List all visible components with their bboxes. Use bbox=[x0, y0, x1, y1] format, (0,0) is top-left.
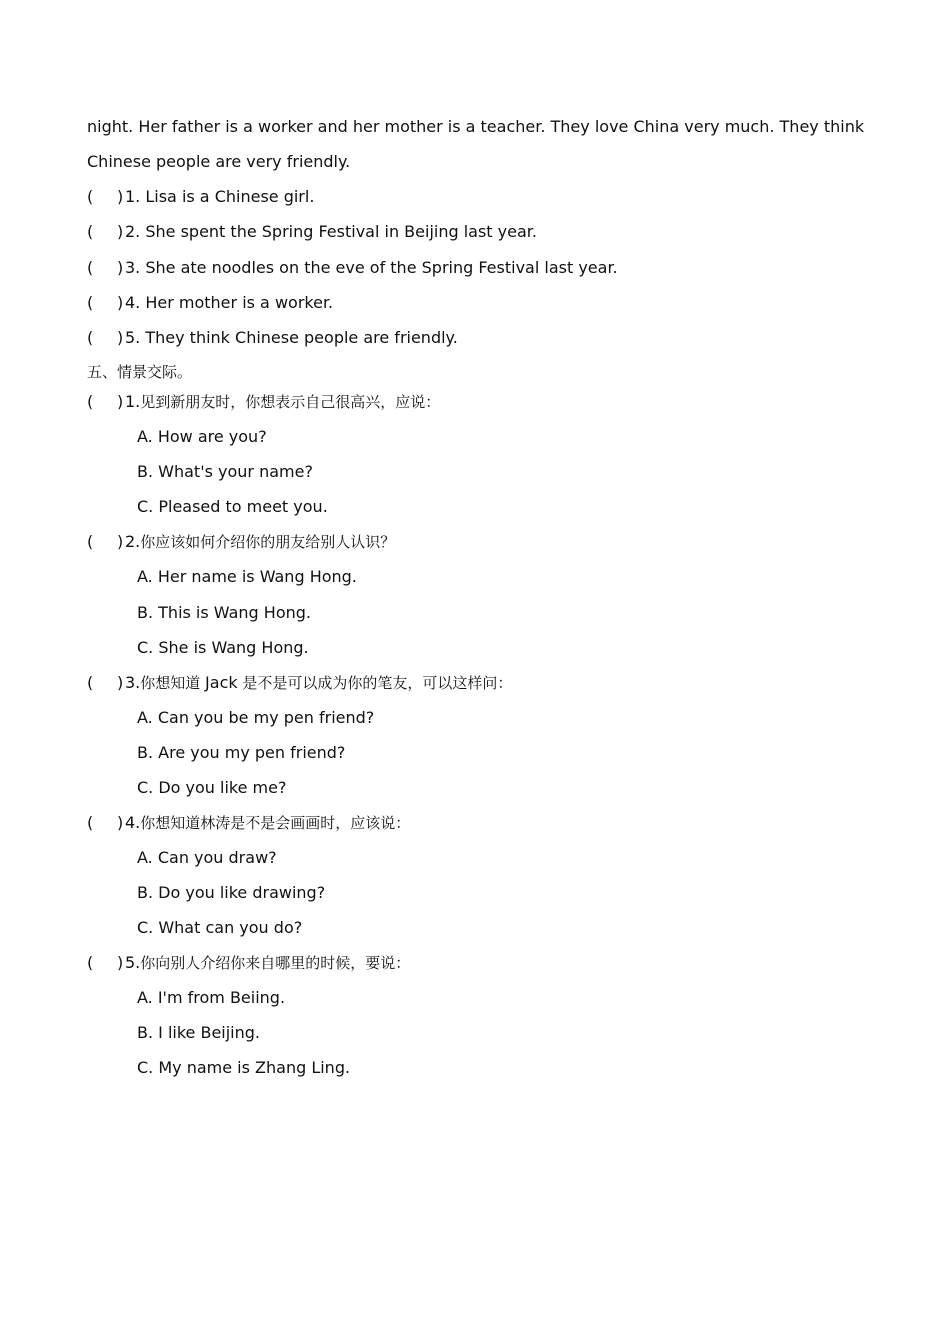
q3-option-a: A. Can you be my pen friend? bbox=[137, 708, 375, 727]
q3-option-b: B. Are you my pen friend? bbox=[137, 743, 346, 762]
question-2: ( ) 2.你应该如何介绍你的朋友给别人认识？ bbox=[87, 532, 396, 551]
passage-line-1: night. Her father is a worker and her mother is a teacher. They love China very much. They think bbox=[87, 117, 865, 136]
q4-option-b: B. Do you like drawing? bbox=[137, 883, 326, 902]
section-heading: 五、情景交际。 bbox=[87, 363, 193, 381]
judgement-item-5: ( ) 5. They think Chinese people are friendly. bbox=[87, 328, 458, 347]
q3-option-c: C. Do you like me? bbox=[137, 778, 287, 797]
judgement-item-3: ( ) 3. She ate noodles on the eve of the Spring Festival last year. bbox=[87, 258, 618, 277]
q5-option-b: B. I like Beijing. bbox=[137, 1023, 261, 1042]
judgement-item-2: ( ) 2. She spent the Spring Festival in Beijing last year. bbox=[87, 222, 537, 241]
q4-option-c: C. What can you do? bbox=[137, 918, 303, 937]
q1-option-c: C. Pleased to meet you. bbox=[137, 497, 328, 516]
q2-option-a: A. Her name is Wang Hong. bbox=[137, 567, 357, 586]
question-1: ( ) 1.见到新朋友时，你想表示自己很高兴，应说： bbox=[87, 392, 441, 411]
q4-option-a: A. Can you draw? bbox=[137, 848, 277, 867]
q5-option-c: C. My name is Zhang Ling. bbox=[137, 1058, 351, 1077]
judgement-item-4: ( ) 4. Her mother is a worker. bbox=[87, 293, 334, 312]
judgement-item-1: ( ) 1. Lisa is a Chinese girl. bbox=[87, 187, 315, 206]
q1-option-b: B. What's your name? bbox=[137, 462, 313, 481]
passage-line-2: Chinese people are very friendly. bbox=[87, 152, 351, 171]
q5-option-a: A. I'm from Beiing. bbox=[137, 988, 286, 1007]
q1-option-a: A. How are you? bbox=[137, 427, 267, 446]
q2-option-c: C. She is Wang Hong. bbox=[137, 638, 309, 657]
q2-option-b: B. This is Wang Hong. bbox=[137, 603, 311, 622]
question-5: ( ) 5.你向别人介绍你来自哪里的时候，要说： bbox=[87, 953, 411, 972]
question-4: ( ) 4.你想知道林涛是不是会画画时，应该说： bbox=[87, 813, 411, 832]
question-3: ( ) 3.你想知道 Jack 是不是可以成为你的笔友，可以这样问： bbox=[87, 673, 513, 692]
